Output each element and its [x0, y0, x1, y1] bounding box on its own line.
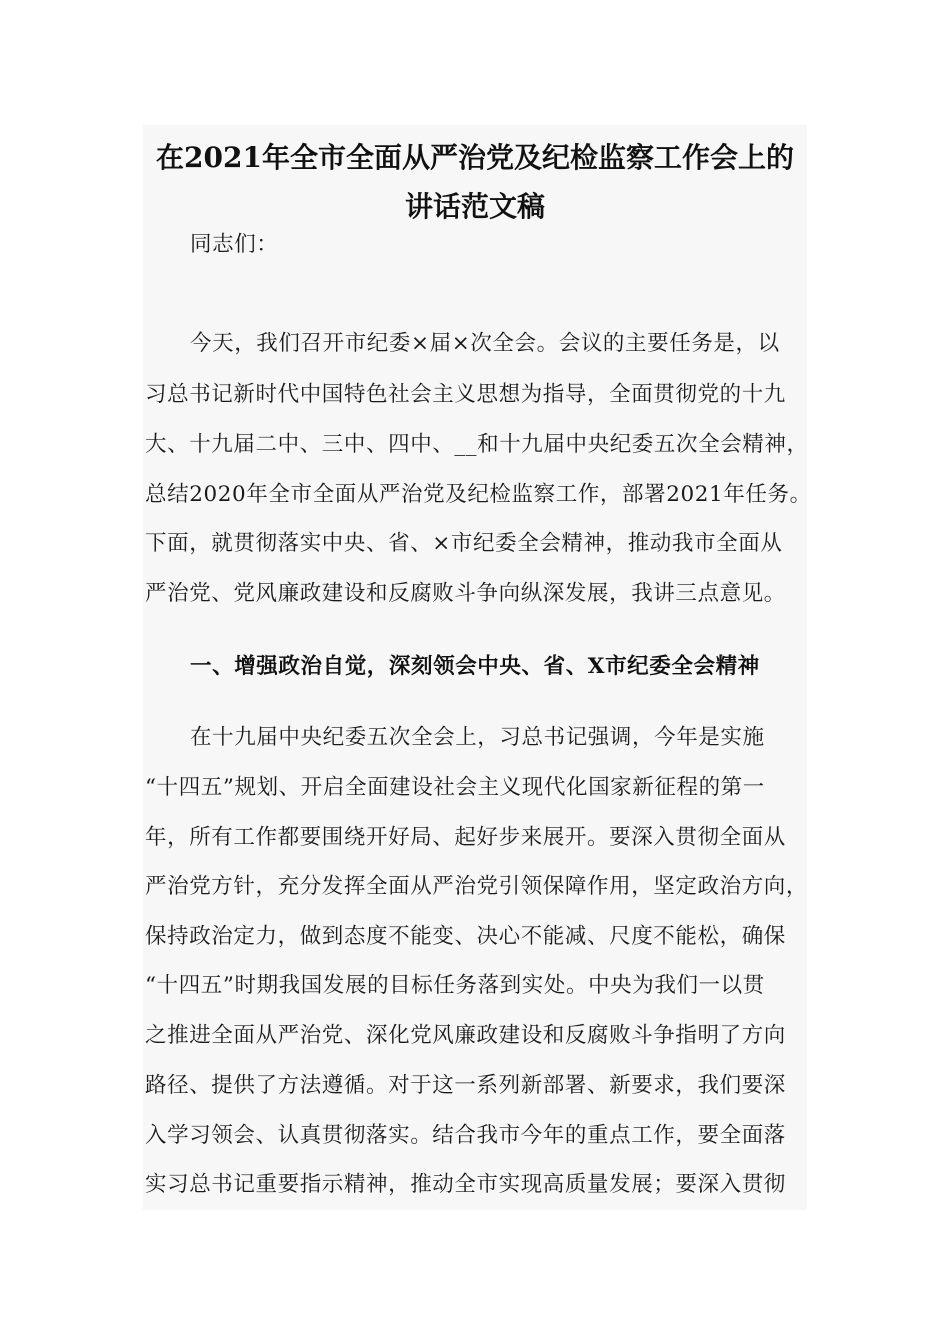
intro-line-1: 今天，我们召开市纪委×届×次全会。会议的主要任务是，以: [190, 331, 780, 356]
intro-line-6: 严治党、党风廉政建设和反腐败斗争向纵深发展，我讲三点意见。: [145, 581, 786, 606]
document-title-line-2: 讲话范文稿: [404, 190, 545, 223]
intro-line-4: 总结2020年全市全面从严治党及纪检监察工作，部署2021年任务。: [145, 482, 812, 507]
salutation: 同志们：: [190, 232, 279, 257]
section-1-line-2: “十四五”规划、开启全面建设社会主义现代化国家新征程的第一: [145, 775, 765, 800]
document-title-line-1: 在2021年全市全面从严治党及纪检监察工作会上的: [156, 141, 794, 174]
section-1-line-3: 年，所有工作都要围绕开好局、起好步来展开。要深入贯彻全面从: [145, 825, 786, 850]
section-1-heading: 一、增强政治自觉，深刻领会中央、省、X市纪委全会精神: [190, 654, 760, 679]
intro-line-2: 习总书记新时代中国特色社会主义思想为指导，全面贯彻党的十九: [145, 382, 786, 407]
section-1-line-9: 入学习领会、认真贯彻落实。结合我市今年的重点工作，要全面落: [145, 1123, 786, 1148]
intro-line-3: 大、十九届二中、三中、四中、__和十九届中央纪委五次全会精神，: [145, 432, 809, 457]
section-1-line-8: 路径、提供了方法遵循。对于这一系列新部署、新要求，我们要深: [145, 1073, 786, 1098]
section-1-line-1: 在十九届中央纪委五次全会上，习总书记强调，今年是实施: [190, 725, 765, 750]
section-1-line-10: 实习总书记重要指示精神，推动全市实现高质量发展；要深入贯彻: [145, 1172, 786, 1197]
intro-line-5: 下面，就贯彻落实中央、省、×市纪委全会精神，推动我市全面从: [145, 531, 783, 556]
section-1-line-7: 之推进全面从严治党、深化党风廉政建设和反腐败斗争指明了方向: [145, 1023, 786, 1048]
section-1-line-4: 严治党方针，充分发挥全面从严治党引领保障作用，坚定政治方向，: [145, 874, 809, 899]
section-1-line-6: “十四五”时期我国发展的目标任务落到实处。中央为我们一以贯: [145, 973, 765, 998]
section-1-line-5: 保持政治定力，做到态度不能变、决心不能减、尺度不能松，确保: [145, 924, 786, 949]
